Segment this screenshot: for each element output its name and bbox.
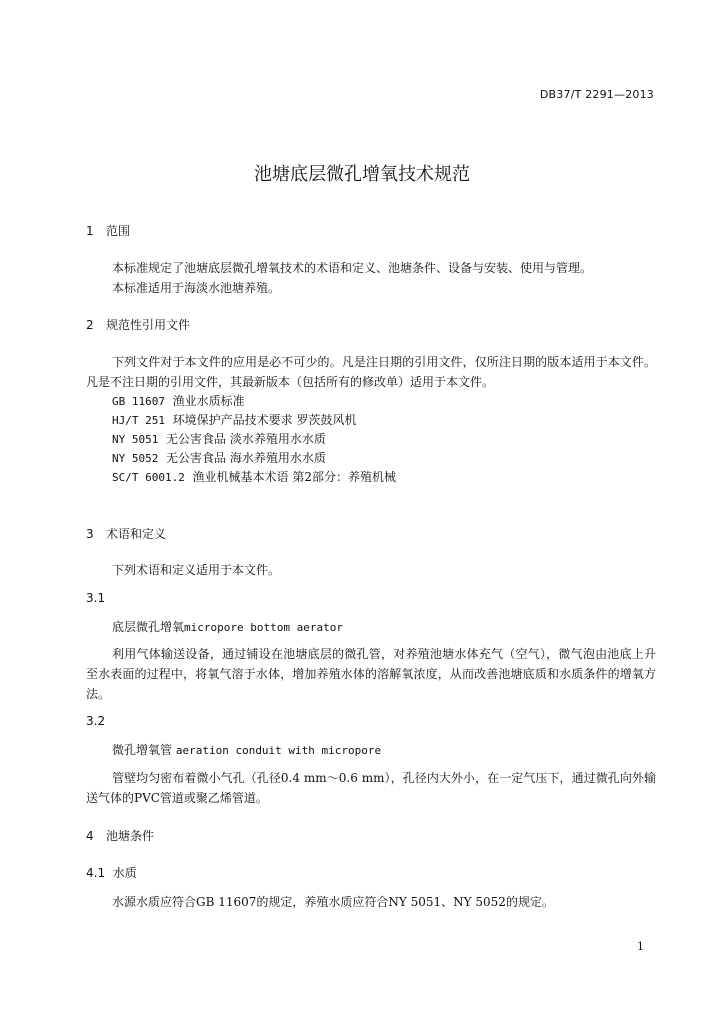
section-number: 1	[86, 224, 94, 238]
term-entry	[112, 618, 343, 635]
subsection-title: 水质	[112, 866, 137, 880]
reference-item	[112, 411, 356, 428]
subsection-number: 4.1	[86, 866, 106, 880]
subsection-4-1-heading	[86, 864, 137, 881]
reference-title: 无公害食品 淡水养殖用水水质	[166, 432, 326, 446]
reference-item	[112, 430, 326, 447]
reference-item	[112, 468, 396, 485]
paragraph: 本标准适用于海淡水池塘养殖。	[112, 281, 281, 295]
section-title: 范围	[106, 224, 131, 238]
reference-code: SC/T 6001.2	[112, 471, 185, 484]
section-1-heading	[86, 222, 130, 239]
section-title: 术语和定义	[106, 527, 167, 541]
term-english: micropore bottom aerator	[184, 621, 343, 634]
paragraph: 下列术语和定义适用于本文件。	[112, 563, 281, 577]
term-chinese: 微孔增氧管	[112, 743, 173, 757]
reference-code: NY 5051	[112, 433, 159, 446]
section-number: 3	[86, 527, 94, 541]
term-chinese: 底层微孔增氧	[112, 620, 185, 634]
section-2-heading	[86, 316, 190, 333]
reference-title: 渔业机械基本术语 第2部分：养殖机械	[192, 470, 396, 484]
section-title: 池塘条件	[106, 829, 155, 843]
reference-item	[112, 449, 326, 466]
section-number: 4	[86, 829, 94, 843]
reference-title: 无公害食品 海水养殖用水水质	[166, 451, 326, 465]
document-code: DB37/T 2291—2013	[539, 88, 654, 101]
reference-code: GB 11607	[112, 395, 165, 408]
reference-code: HJ/T 251	[112, 414, 165, 427]
reference-title: 渔业水质标准	[172, 394, 245, 408]
term-definition: 利用气体输送设备，通过铺设在池塘底层的微孔管，对养殖池塘水体充气（空气），微气泡由池底上升至水表面的过程中，将氧气溶于水体，增加养殖水体的溶解氧浓度，从而改善池塘底质和水质条件的增氧方法。	[86, 647, 656, 701]
reference-title: 环境保护产品技术要求 罗茨鼓风机	[172, 413, 357, 427]
paragraph: 本标准规定了池塘底层微孔增氧技术的术语和定义、池塘条件、设备与安装、使用与管理。	[112, 261, 593, 275]
paragraph: 下列文件对于本文件的应用是必不可少的。凡是注日期的引用文件，仅所注日期的版本适用于本文件。凡是不注日期的引用文件，其最新版本（包括所有的修改单）适用于本文件。	[86, 355, 656, 389]
reference-code: NY 5052	[112, 452, 159, 465]
section-number: 2	[86, 318, 94, 332]
clause-number: 3.1	[86, 591, 106, 605]
reference-item	[112, 392, 245, 409]
term-english: aeration conduit with micropore	[175, 744, 382, 757]
page-number: 1	[637, 940, 644, 953]
section-title: 规范性引用文件	[106, 318, 191, 332]
section-4-heading	[86, 827, 154, 844]
clause-number: 3.2	[86, 714, 106, 728]
section-3-heading	[86, 525, 166, 542]
paragraph: 水源水质应符合GB 11607的规定，养殖水质应符合NY 5051、NY 5052的规定。	[112, 895, 554, 909]
term-definition: 管壁均匀密布着微小气孔（孔径0.4 mm～0.6 mm），孔径内大外小，在一定气压下，通过微孔向外输送气体的PVC管道或聚乙烯管道。	[86, 771, 656, 805]
page-title: 池塘底层微孔增氧技术规范	[254, 164, 470, 185]
term-entry	[112, 741, 381, 758]
